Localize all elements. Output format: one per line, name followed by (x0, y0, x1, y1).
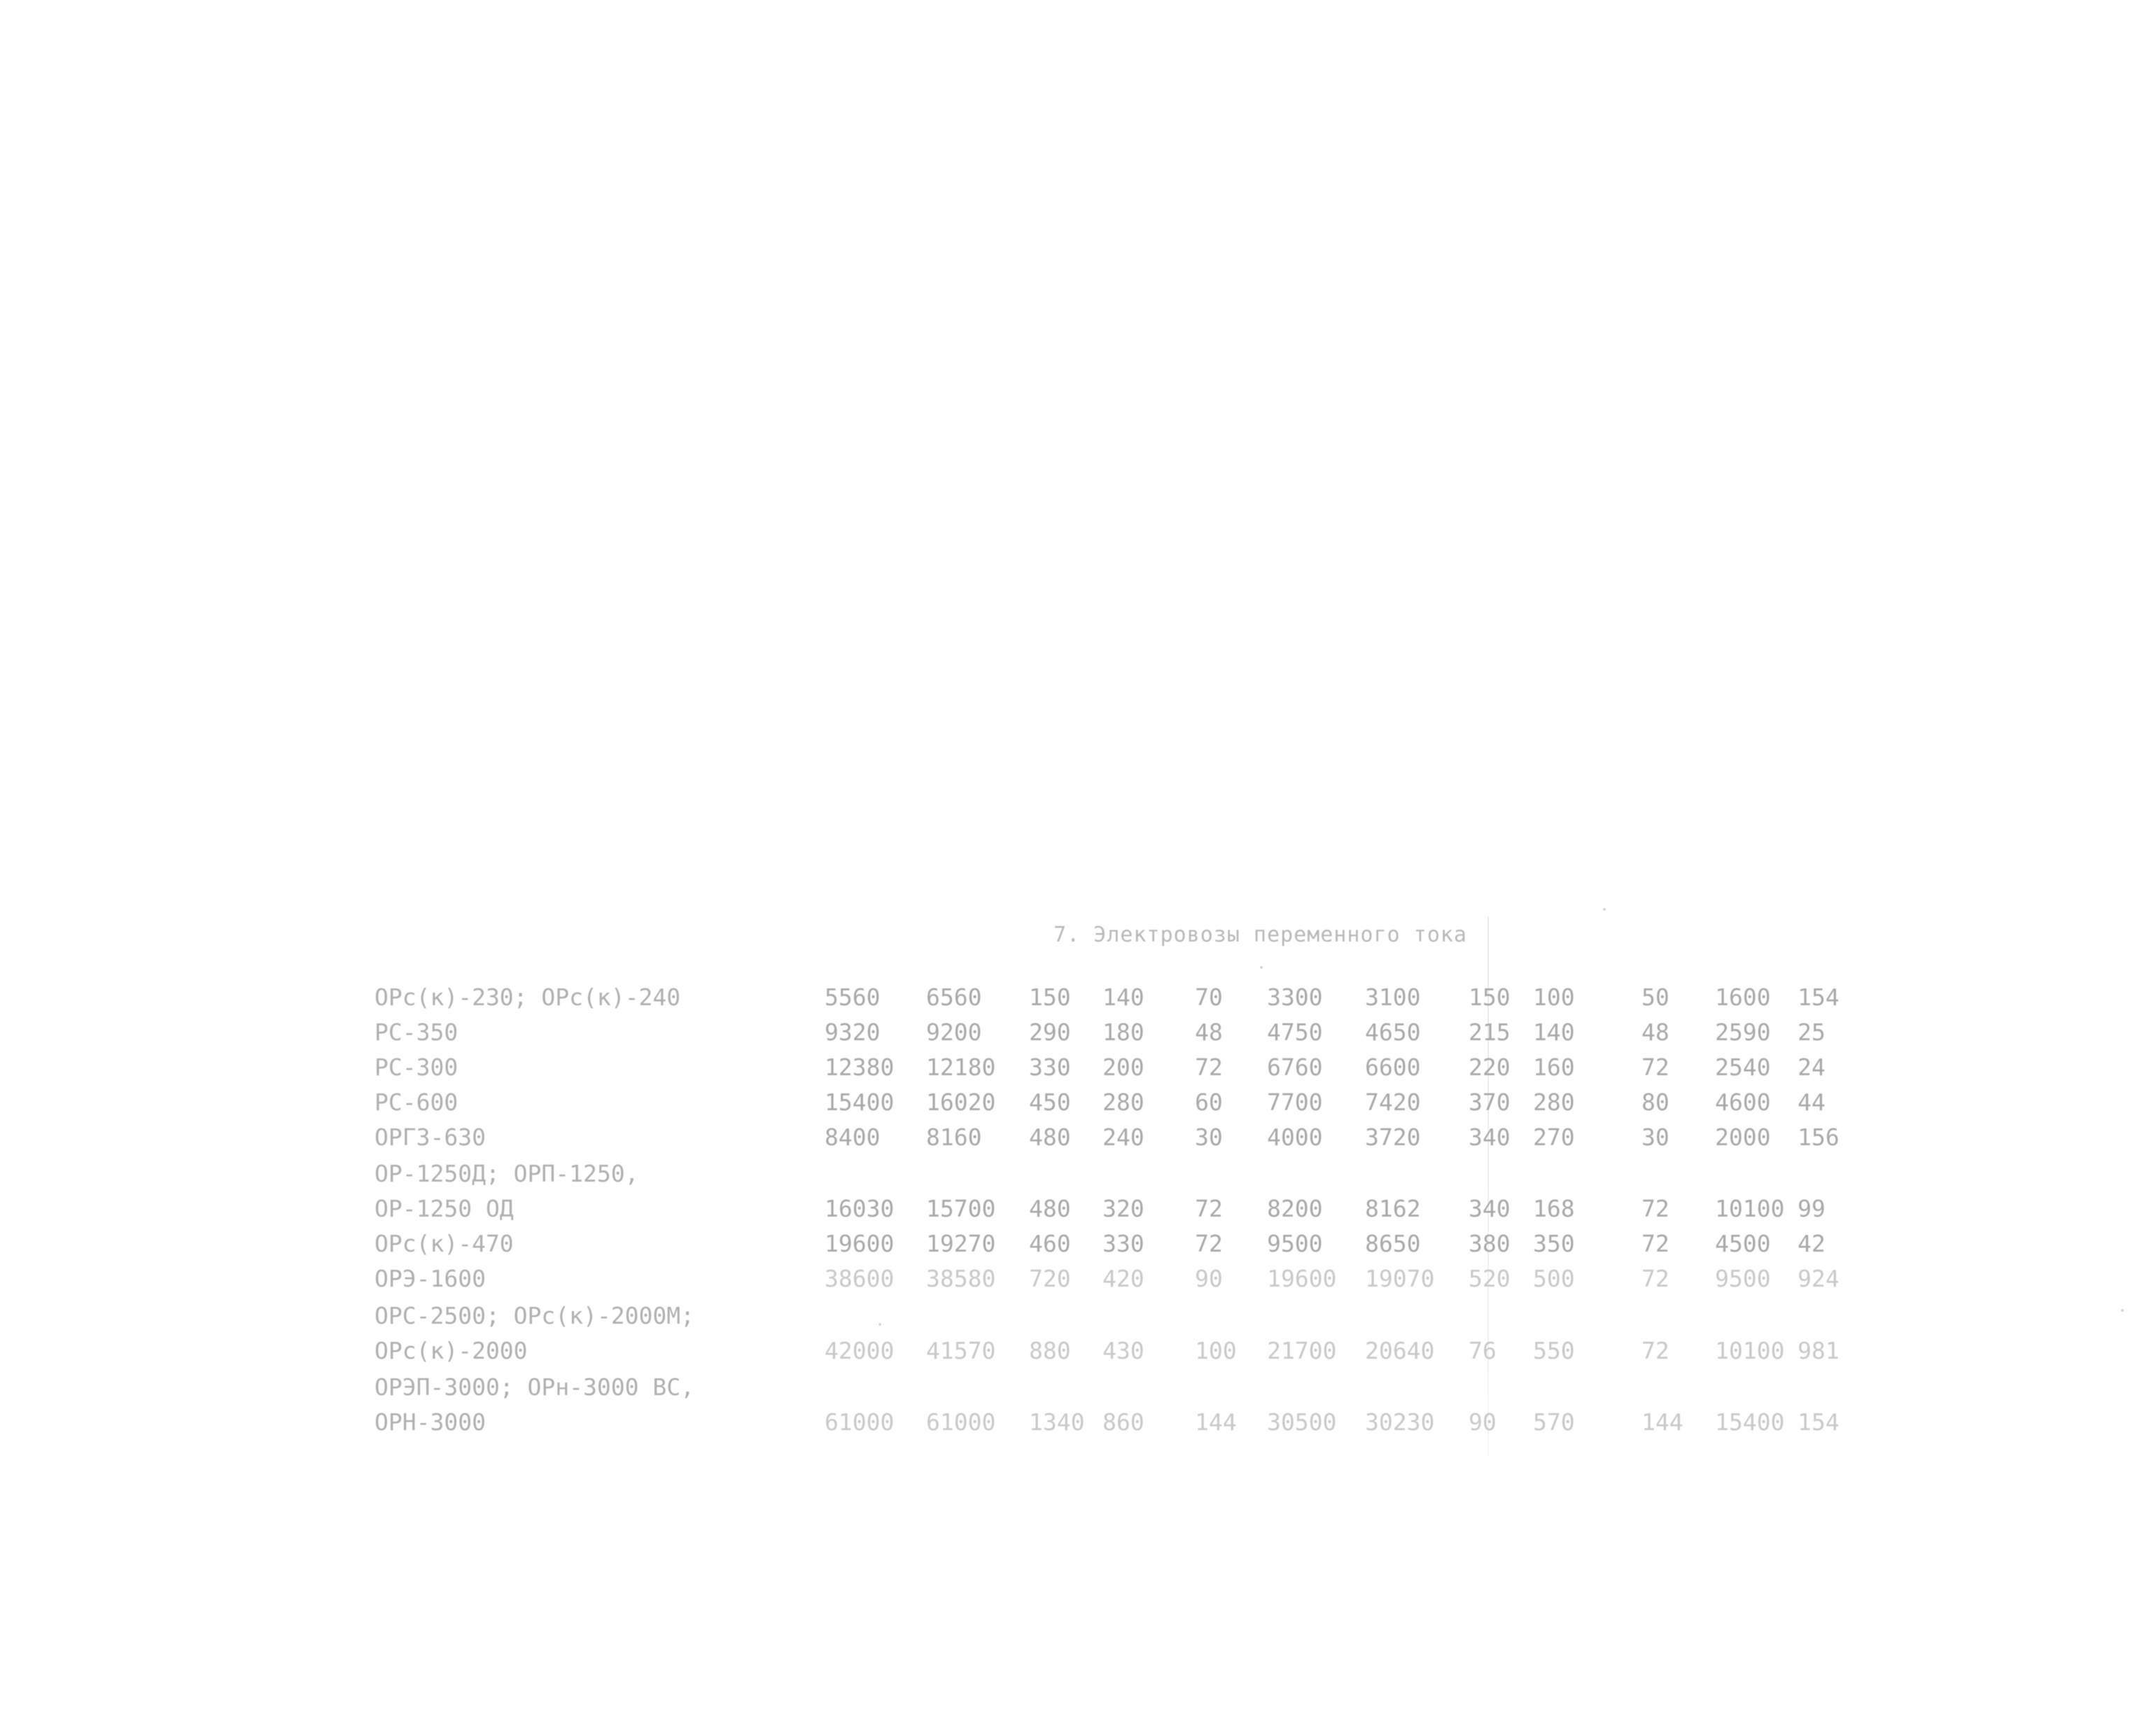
table-cell: 72 (1195, 1054, 1223, 1081)
table-cell: 290 (1029, 1018, 1071, 1046)
table-cell: 156 (1798, 1124, 1840, 1151)
table-cell: 168 (1533, 1195, 1575, 1222)
table-cell: 2000 (1715, 1124, 1771, 1151)
row-name: РС-350 (374, 1018, 458, 1046)
table-cell: 2590 (1715, 1018, 1771, 1046)
scan-speck (1603, 908, 1606, 911)
table-cell: 4600 (1715, 1088, 1771, 1116)
table-cell: 160 (1533, 1054, 1575, 1081)
table-cell: 860 (1102, 1408, 1144, 1436)
table-cell: 460 (1029, 1230, 1071, 1257)
table-cell: 42000 (825, 1337, 895, 1364)
table-cell: 330 (1029, 1054, 1071, 1081)
table-cell: 12380 (825, 1054, 895, 1081)
row-name: ОРН-3000 (374, 1408, 486, 1436)
table-cell: 220 (1469, 1054, 1511, 1081)
table-cell: 150 (1469, 983, 1511, 1011)
row-name: ОРЭ-1600 (374, 1265, 486, 1292)
table-cell: 450 (1029, 1088, 1071, 1116)
table-cell: 42 (1798, 1230, 1826, 1257)
table-cell: 72 (1642, 1265, 1670, 1292)
row-name: РС-300 (374, 1054, 458, 1081)
table-cell: 7700 (1267, 1088, 1323, 1116)
table-cell: 200 (1102, 1054, 1144, 1081)
row-name: ОРс(к)-470 (374, 1230, 514, 1257)
table-cell: 8650 (1365, 1230, 1421, 1257)
table-cell: 140 (1102, 983, 1144, 1011)
row-name: ОРс(к)-230; ОРс(к)-240 (374, 983, 681, 1011)
table-cell: 15700 (926, 1195, 996, 1222)
scan-speck (1260, 966, 1263, 969)
table-cell: 5560 (825, 983, 881, 1011)
table-cell: 380 (1469, 1230, 1511, 1257)
table-cell: 720 (1029, 1265, 1071, 1292)
table-cell: 8160 (926, 1124, 982, 1151)
table-cell: 8200 (1267, 1195, 1323, 1222)
table-cell: 500 (1533, 1265, 1575, 1292)
table-cell: 370 (1469, 1088, 1511, 1116)
table-cell: 144 (1642, 1408, 1684, 1436)
table-cell: 8162 (1365, 1195, 1421, 1222)
table-cell: 4500 (1715, 1230, 1771, 1257)
table-cell: 550 (1533, 1337, 1575, 1364)
table-cell: 19270 (926, 1230, 996, 1257)
table-cell: 12180 (926, 1054, 996, 1081)
table-cell: 19600 (825, 1230, 895, 1257)
table-cell: 150 (1029, 983, 1071, 1011)
table-cell: 7420 (1365, 1088, 1421, 1116)
table-cell: 430 (1102, 1337, 1144, 1364)
scan-speck (878, 1323, 881, 1326)
table-cell: 24 (1798, 1054, 1826, 1081)
table-cell: 72 (1642, 1337, 1670, 1364)
table-cell: 61000 (926, 1408, 996, 1436)
table-cell: 144 (1195, 1408, 1237, 1436)
table-cell: 6600 (1365, 1054, 1421, 1081)
table-cell: 1340 (1029, 1408, 1085, 1436)
row-name: ОРС-2500; ОРс(к)-2000М; (374, 1302, 694, 1329)
table-cell: 340 (1469, 1124, 1511, 1151)
table-cell: 30 (1642, 1124, 1670, 1151)
table-cell: 19070 (1365, 1265, 1435, 1292)
table-cell: 61000 (825, 1408, 895, 1436)
table-cell: 4000 (1267, 1124, 1323, 1151)
table-cell: 90 (1469, 1408, 1497, 1436)
table-cell: 80 (1642, 1088, 1670, 1116)
table-cell: 570 (1533, 1408, 1575, 1436)
table-cell: 38600 (825, 1265, 895, 1292)
table-cell: 154 (1798, 983, 1840, 1011)
table-cell: 76 (1469, 1337, 1497, 1364)
table-cell: 480 (1029, 1195, 1071, 1222)
table-cell: 41570 (926, 1337, 996, 1364)
table-cell: 880 (1029, 1337, 1071, 1364)
table-cell: 44 (1798, 1088, 1826, 1116)
table-cell: 38580 (926, 1265, 996, 1292)
table-cell: 50 (1642, 983, 1670, 1011)
table-cell: 6560 (926, 983, 982, 1011)
table-cell: 99 (1798, 1195, 1826, 1222)
table-cell: 90 (1195, 1265, 1223, 1292)
table-cell: 180 (1102, 1018, 1144, 1046)
table-cell: 10100 (1715, 1195, 1785, 1222)
table-cell: 72 (1642, 1054, 1670, 1081)
table-cell: 280 (1102, 1088, 1144, 1116)
table-cell: 30 (1195, 1124, 1223, 1151)
table-cell: 520 (1469, 1265, 1511, 1292)
table-cell: 72 (1195, 1230, 1223, 1257)
table-cell: 280 (1533, 1088, 1575, 1116)
table-cell: 100 (1533, 983, 1575, 1011)
table-cell: 4750 (1267, 1018, 1323, 1046)
table-cell: 3100 (1365, 983, 1421, 1011)
table-cell: 3300 (1267, 983, 1323, 1011)
table-cell: 48 (1195, 1018, 1223, 1046)
row-name: ОР-1250 ОД (374, 1195, 514, 1222)
table-heading: 7. Электровозы переменного тока (1054, 923, 1467, 947)
scan-speck (2121, 1309, 2124, 1312)
table-cell: 72 (1642, 1195, 1670, 1222)
scan-speck (1547, 1035, 1550, 1037)
table-cell: 60 (1195, 1088, 1223, 1116)
table-cell: 19600 (1267, 1265, 1337, 1292)
table-cell: 6760 (1267, 1054, 1323, 1081)
scan-mark (1488, 917, 1489, 1456)
table-cell: 25 (1798, 1018, 1826, 1046)
table-cell: 981 (1798, 1337, 1840, 1364)
table-cell: 480 (1029, 1124, 1071, 1151)
table-cell: 16030 (825, 1195, 895, 1222)
table-cell: 340 (1469, 1195, 1511, 1222)
table-cell: 30500 (1267, 1408, 1337, 1436)
table-cell: 48 (1642, 1018, 1670, 1046)
row-name: ОРГЗ-630 (374, 1124, 486, 1151)
table-cell: 154 (1798, 1408, 1840, 1436)
table-cell: 320 (1102, 1195, 1144, 1222)
table-cell: 4650 (1365, 1018, 1421, 1046)
table-cell: 330 (1102, 1230, 1144, 1257)
row-name: РС-600 (374, 1088, 458, 1116)
table-cell: 20640 (1365, 1337, 1435, 1364)
table-cell: 420 (1102, 1265, 1144, 1292)
table-cell: 72 (1642, 1230, 1670, 1257)
table-cell: 21700 (1267, 1337, 1337, 1364)
table-cell: 100 (1195, 1337, 1237, 1364)
table-cell: 8400 (825, 1124, 881, 1151)
table-cell: 10100 (1715, 1337, 1785, 1364)
table-cell: 240 (1102, 1124, 1144, 1151)
table-cell: 15400 (1715, 1408, 1785, 1436)
row-name: ОР-1250Д; ОРП-1250, (374, 1160, 639, 1187)
table-cell: 3720 (1365, 1124, 1421, 1151)
table-cell: 2540 (1715, 1054, 1771, 1081)
table-cell: 9500 (1267, 1230, 1323, 1257)
row-name: ОРЭП-3000; ОРн-3000 ВС, (374, 1373, 694, 1401)
table-cell: 9200 (926, 1018, 982, 1046)
table-cell: 72 (1195, 1195, 1223, 1222)
table-cell: 924 (1798, 1265, 1840, 1292)
table-cell: 30230 (1365, 1408, 1435, 1436)
table-cell: 350 (1533, 1230, 1575, 1257)
table-cell: 15400 (825, 1088, 895, 1116)
table-cell: 140 (1533, 1018, 1575, 1046)
table-cell: 16020 (926, 1088, 996, 1116)
table-cell: 270 (1533, 1124, 1575, 1151)
table-cell: 70 (1195, 983, 1223, 1011)
table-cell: 1600 (1715, 983, 1771, 1011)
table-cell: 215 (1469, 1018, 1511, 1046)
row-name: ОРс(к)-2000 (374, 1337, 528, 1364)
table-cell: 9320 (825, 1018, 881, 1046)
table-cell: 9500 (1715, 1265, 1771, 1292)
